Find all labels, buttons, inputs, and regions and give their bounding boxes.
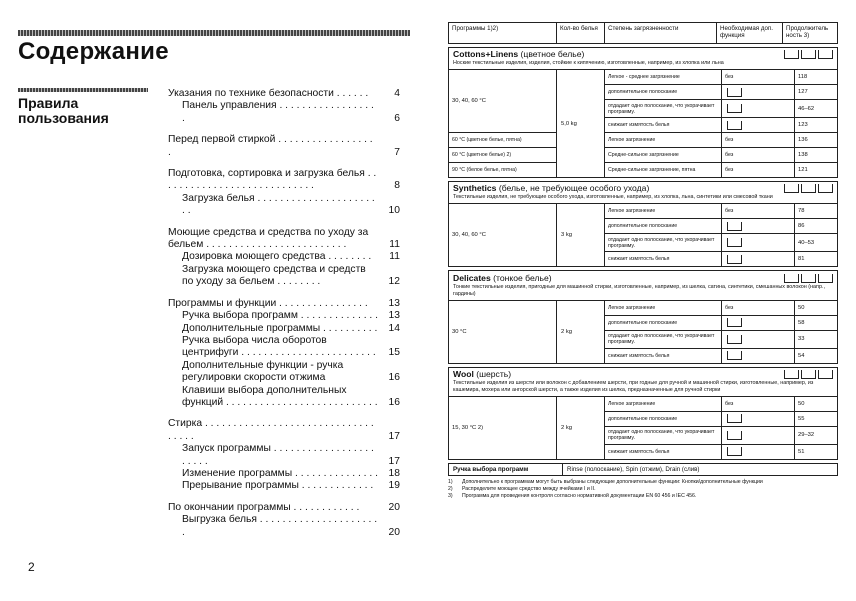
soiling-text: отдадает одно полоскание, что укорачивает программу.	[605, 331, 722, 348]
program-name-suffix: (шерсть)	[473, 368, 512, 379]
toc-entry	[168, 323, 400, 335]
program-name	[453, 49, 584, 59]
duration-value: 58	[798, 319, 805, 326]
toc-entry-text: Стирка . . . . . . . . . . . . . . . . . . . . . . . . . . . . . . . . . . .	[168, 418, 374, 442]
program-knob-row	[448, 463, 838, 476]
toc-entry-text: По окончании программы . . . . . . . . . . . .	[168, 501, 360, 513]
toc-entry	[168, 443, 400, 468]
duration-value: 54	[798, 352, 805, 359]
temperature-value: 30, 40, 60 °C	[452, 232, 486, 239]
temperature-column	[449, 397, 557, 459]
toc-entry-text: Загрузка белья . . . . . . . . . . . . . . . . . . . . . . .	[182, 192, 375, 217]
duration-value: 50	[798, 304, 805, 311]
option-row	[605, 70, 837, 85]
toc-entry-text: Подготовка, сортировка и загрузка белья . . . . . . . . . . . . . . . . . . . . . . . . . . . .	[168, 168, 377, 192]
toc-entry	[168, 227, 400, 252]
footnote-text: Распределите моющее средство между ячейками I и II.	[462, 485, 596, 492]
function-icon	[727, 238, 742, 247]
soiling-text: дополнительное полоскание	[605, 412, 722, 426]
toc-entry-page: 15	[388, 347, 400, 359]
care-symbols	[782, 272, 833, 282]
duration-value: 78	[798, 208, 805, 215]
soiling-text: Легкое - среднее загрязнение	[605, 70, 722, 84]
function-icon	[727, 351, 742, 360]
toc-entry-page: 8	[394, 180, 400, 192]
washtub-icon	[784, 370, 799, 379]
footnote	[448, 493, 838, 500]
toc-entry	[168, 251, 400, 263]
program-name	[453, 183, 649, 193]
toc-entry	[168, 360, 400, 385]
toc-entry	[168, 502, 400, 514]
option-row	[605, 301, 837, 316]
toc-entry-text: Загрузка моющего средства и средств по уходу за бельем . . . . . . . .	[182, 263, 366, 288]
function-icon	[727, 431, 742, 440]
toc-entry-page: 17	[388, 430, 400, 442]
toc-entry-page: 14	[388, 322, 400, 334]
program-table	[448, 22, 838, 500]
program-title-row	[449, 271, 837, 283]
function-value	[722, 331, 795, 348]
option-row	[605, 316, 837, 331]
soiling-text: Легкое загрязнение	[605, 204, 722, 218]
program-grid	[449, 300, 837, 363]
program-name-suffix: (белье, не требующее особого ухода)	[496, 183, 650, 194]
duration-value: 123	[798, 122, 808, 129]
washtub-icon	[801, 370, 816, 379]
duration-value: 81	[798, 256, 805, 263]
toc-entry	[168, 418, 400, 443]
page-title: Содержание	[18, 38, 169, 65]
program-block	[448, 47, 838, 178]
toc-entry-text: Дозировка моющего средства . . . . . . . .	[182, 251, 372, 263]
soiling-text: отдадает одно полоскание, что укорачивает программу.	[605, 100, 722, 117]
option-rows	[605, 70, 837, 177]
function-value	[722, 118, 795, 132]
duration-value: 40–53	[798, 239, 815, 246]
temperature-value: 30 °C	[452, 328, 467, 335]
duration-value: 86	[798, 223, 805, 230]
duration-value: 51	[798, 448, 805, 455]
toc-entry	[168, 514, 400, 539]
toc-entry-page: 13	[388, 310, 400, 322]
function-value	[722, 349, 795, 363]
washtub-icon	[818, 370, 833, 379]
footnotes	[448, 479, 838, 500]
program-description: Тонкие текстильные изделия, пригодные для машинной стирки, изготовленные, например, из шелка, сатина, синтетики, смешанных волокон (напр., гардины)	[453, 283, 825, 297]
toc-entry-text: Моющие средства и средства по уходу за бельем . . . . . . . . . . . . . . . . . . . . . . . . .	[168, 226, 369, 251]
toc-entry-page: 20	[388, 526, 400, 538]
duration-value: 136	[798, 137, 808, 144]
program-grid	[449, 69, 837, 177]
duration-value: 55	[798, 415, 805, 422]
program-knob-label: Ручка выбора программ	[449, 464, 563, 475]
header-function: Необходимая доп. функция	[717, 23, 783, 43]
temperature-column	[449, 70, 557, 177]
option-rows	[605, 204, 837, 266]
section-heading: Правила пользования	[18, 95, 109, 126]
option-row	[605, 100, 837, 118]
soiling-text: дополнительное полоскание	[605, 85, 722, 99]
table-header	[448, 22, 838, 44]
soiling-text: Средне-сильное загрязнение, пятна	[605, 163, 722, 177]
program-title-row	[449, 368, 837, 380]
soiling-text: отдадает одно полоскание, что укорачивает программу.	[605, 427, 722, 444]
program-name	[453, 273, 552, 283]
temperature-column	[449, 204, 557, 266]
option-row	[605, 445, 837, 459]
toc-entry	[168, 385, 400, 410]
duration-value: 50	[798, 400, 805, 407]
program-name-bold: Cottons+Linens	[453, 49, 519, 60]
option-rows	[605, 397, 837, 459]
toc-entry-page: 7	[394, 146, 400, 158]
footnote-text: Программа для проведения контроля согласно нормативной документации EN 60 456 и IEC 456.	[462, 492, 697, 499]
function-value: без	[722, 301, 795, 315]
soiling-text: отдадает одно полоскание, что укорачивает программу.	[605, 234, 722, 251]
option-row	[605, 349, 837, 363]
program-block	[448, 367, 838, 460]
duration-value: 138	[798, 152, 808, 159]
option-row	[605, 148, 837, 163]
function-icon	[727, 121, 742, 130]
program-name	[453, 369, 511, 379]
table-of-contents	[168, 88, 400, 539]
option-row	[605, 234, 837, 252]
program-name-bold: Wool	[453, 368, 474, 379]
toc-entry-text: Клавиши выбора дополнительных функций . . . . . . . . . . . . . . . . . . . . . . . . . . .	[182, 384, 378, 408]
toc-entry-page: 19	[388, 480, 400, 492]
toc-entry-page: 11	[389, 251, 400, 263]
toc-entry	[168, 310, 400, 322]
function-icon	[727, 104, 742, 113]
function-value	[722, 219, 795, 233]
option-row	[605, 85, 837, 100]
toc-entry-text: Дополнительные функции - ручка регулировки скорости отжима	[182, 359, 344, 384]
care-symbols	[782, 49, 833, 59]
temperature-value: 15, 30 °C 2)	[452, 424, 483, 431]
toc-entry-page: 16	[388, 372, 400, 384]
toc-entry	[168, 100, 400, 125]
program-block	[448, 181, 838, 267]
function-value	[722, 427, 795, 444]
footnote	[448, 486, 838, 493]
program-title-row	[449, 182, 837, 194]
function-value: без	[722, 133, 795, 147]
load-value: 5,0 kg	[557, 70, 605, 177]
toc-entry	[168, 264, 400, 289]
program-title-row	[449, 48, 837, 60]
option-row	[605, 204, 837, 219]
washtub-icon	[818, 184, 833, 193]
toc-entry-page: 17	[388, 455, 400, 467]
function-value	[722, 252, 795, 266]
washtub-icon	[818, 274, 833, 283]
toc-entry-page: 6	[394, 112, 400, 124]
function-value: без	[722, 163, 795, 177]
page-number: 2	[28, 560, 35, 574]
toc-entry-page: 4	[394, 88, 400, 99]
toc-entry-page: 11	[389, 239, 400, 251]
soiling-text: снижает измятость белья	[605, 445, 722, 459]
program-block	[448, 270, 838, 363]
function-value	[722, 316, 795, 330]
duration-value: 33	[798, 336, 805, 343]
toc-entry-page: 20	[388, 501, 400, 513]
duration-value: 118	[798, 74, 808, 81]
option-row	[605, 219, 837, 234]
function-icon	[727, 88, 742, 97]
function-value	[722, 445, 795, 459]
toc-entry-page: 18	[388, 467, 400, 479]
program-name-bold: Synthetics	[453, 183, 497, 194]
toc-entry	[168, 88, 400, 100]
washtub-icon	[784, 184, 799, 193]
toc-entry-text: Указания по технике безопасности . . . . . .	[168, 88, 369, 99]
function-value	[722, 234, 795, 251]
soiling-text: Средне-сильное загрязнение	[605, 148, 722, 162]
function-value: без	[722, 204, 795, 218]
function-icon	[727, 222, 742, 231]
duration-value: 121	[798, 167, 808, 174]
footnote-number: 3)	[448, 492, 453, 499]
duration-value: 29–32	[798, 432, 815, 439]
toc-entry-page: 16	[388, 396, 400, 408]
function-icon	[727, 255, 742, 264]
section-rule	[18, 88, 148, 92]
toc-entry-text: Программы и функции . . . . . . . . . . . . . . . .	[168, 297, 368, 309]
footnote-number: 1)	[448, 478, 453, 485]
option-row	[605, 252, 837, 266]
function-value: без	[722, 397, 795, 411]
duration-value: 127	[798, 89, 808, 96]
program-description: Ноские текстильные изделия, изделия, стойкие к кипячению, изготовленные, например, из хлопка или льна	[453, 60, 724, 67]
toc-entry-text: Ручка выбора числа оборотов центрифуги . . . . . . . . . . . . . . . . . . . . . . . .	[182, 334, 376, 359]
header-programs: Программы 1)2)	[449, 23, 557, 43]
option-rows	[605, 301, 837, 363]
temperature-value: 30, 40, 60 °C	[452, 98, 486, 105]
care-symbols	[782, 369, 833, 379]
function-value: без	[722, 148, 795, 162]
toc-entry-page: 13	[388, 297, 400, 309]
header-duration: Продолжитель ность 3)	[786, 25, 829, 39]
washtub-icon	[784, 274, 799, 283]
washtub-icon	[784, 50, 799, 59]
header-soiling: Степень загрязненности	[605, 23, 717, 43]
function-icon	[727, 318, 742, 327]
soiling-text: Легкое загрязнение	[605, 133, 722, 147]
toc-entry-text: Запуск программы . . . . . . . . . . . . . . . . . . . . . . .	[182, 443, 374, 467]
option-row	[605, 133, 837, 148]
soiling-text: Легкое загрязнение	[605, 397, 722, 411]
program-name-suffix: (тонкое белье)	[490, 272, 552, 283]
soiling-text: снижает измятость белья	[605, 349, 722, 363]
program-name-suffix: (цветное белье)	[518, 49, 585, 60]
toc-entry-text: Ручка выбора программ . . . . . . . . . . . . . .	[182, 310, 378, 322]
function-value	[722, 100, 795, 117]
duration-value: 46–62	[798, 105, 815, 112]
function-icon	[727, 447, 742, 456]
toc-entry-text: Перед первой стиркой . . . . . . . . . . . . . . . . . .	[168, 134, 373, 158]
footnote-number: 2)	[448, 485, 453, 492]
header-load: Кол-во белья	[557, 23, 605, 43]
function-value	[722, 85, 795, 99]
load-value: 3 kg	[557, 204, 605, 266]
temperature-subvalue: 60 °C (цветное белье) 2)	[449, 147, 556, 162]
toc-entry-text: Изменение программы . . . . . . . . . . . . . . .	[182, 467, 378, 479]
option-row	[605, 412, 837, 427]
load-value: 2 kg	[557, 301, 605, 363]
toc-entry-page: 10	[388, 205, 400, 217]
function-icon	[727, 414, 742, 423]
toc-entry	[168, 168, 400, 193]
care-symbols	[782, 183, 833, 193]
toc-entry-text: Выгрузка белья . . . . . . . . . . . . . . . . . . . . . .	[182, 514, 378, 538]
soiling-text: дополнительное полоскание	[605, 219, 722, 233]
temperature-subvalue: 60 °C (цветное белье, пятна)	[449, 132, 556, 147]
washtub-icon	[818, 50, 833, 59]
toc-entry-text: Прерывание программы . . . . . . . . . . . . .	[182, 480, 374, 492]
soiling-text: снижает измятость белья	[605, 118, 722, 132]
toc-entry-page: 12	[388, 276, 400, 288]
toc-entry	[168, 480, 400, 492]
load-value: 2 kg	[557, 397, 605, 459]
program-description: Текстильные изделия, не требующие особого ухода, изготовленные, например, из хлопка, льна, синтетики или смесовой ткани	[453, 194, 773, 201]
soiling-text: Легкое загрязнение	[605, 301, 722, 315]
program-grid	[449, 203, 837, 266]
program-grid	[449, 396, 837, 459]
program-list	[448, 47, 838, 460]
soiling-text: снижает измятость белья	[605, 252, 722, 266]
toc-entry-text: Дополнительные программы . . . . . . . . . .	[182, 322, 378, 334]
temperature-subvalue: 90 °C (белое белье, пятна)	[449, 162, 556, 177]
toc-entry	[168, 468, 400, 480]
function-value	[722, 412, 795, 426]
program-knob-text: Rinse (полоскание), Spin (отжим), Drain (слив)	[567, 465, 700, 473]
washtub-icon	[801, 184, 816, 193]
title-rule	[18, 30, 410, 36]
temperature-column	[449, 301, 557, 363]
option-row	[605, 163, 837, 177]
washtub-icon	[801, 274, 816, 283]
footnote	[448, 479, 838, 486]
function-value: без	[722, 70, 795, 84]
toc-entry	[168, 335, 400, 360]
washtub-icon	[801, 50, 816, 59]
option-row	[605, 397, 837, 412]
toc-entry	[168, 193, 400, 218]
option-row	[605, 118, 837, 133]
toc-entry	[168, 134, 400, 159]
toc-entry	[168, 298, 400, 310]
toc-entry-text: Панель управления . . . . . . . . . . . . . . . . . .	[182, 100, 374, 124]
footnote-text: Дополнительно к программам могут быть выбраны следующие дополнительные функции: Кнопки/дополнительные функции	[462, 478, 763, 485]
function-icon	[727, 335, 742, 344]
soiling-text: дополнительное полоскание	[605, 316, 722, 330]
program-description: Текстильные изделия из шерсти или волокон с добавлением шерсти, при годные для ручной и машинной стирки, изготовленные, например, из кашемира, мохера или ангорской шерсти, а также изделия из шелка, предназначенные для ручной стирки	[453, 379, 814, 393]
option-row	[605, 331, 837, 349]
program-name-bold: Delicates	[453, 272, 491, 283]
option-row	[605, 427, 837, 445]
